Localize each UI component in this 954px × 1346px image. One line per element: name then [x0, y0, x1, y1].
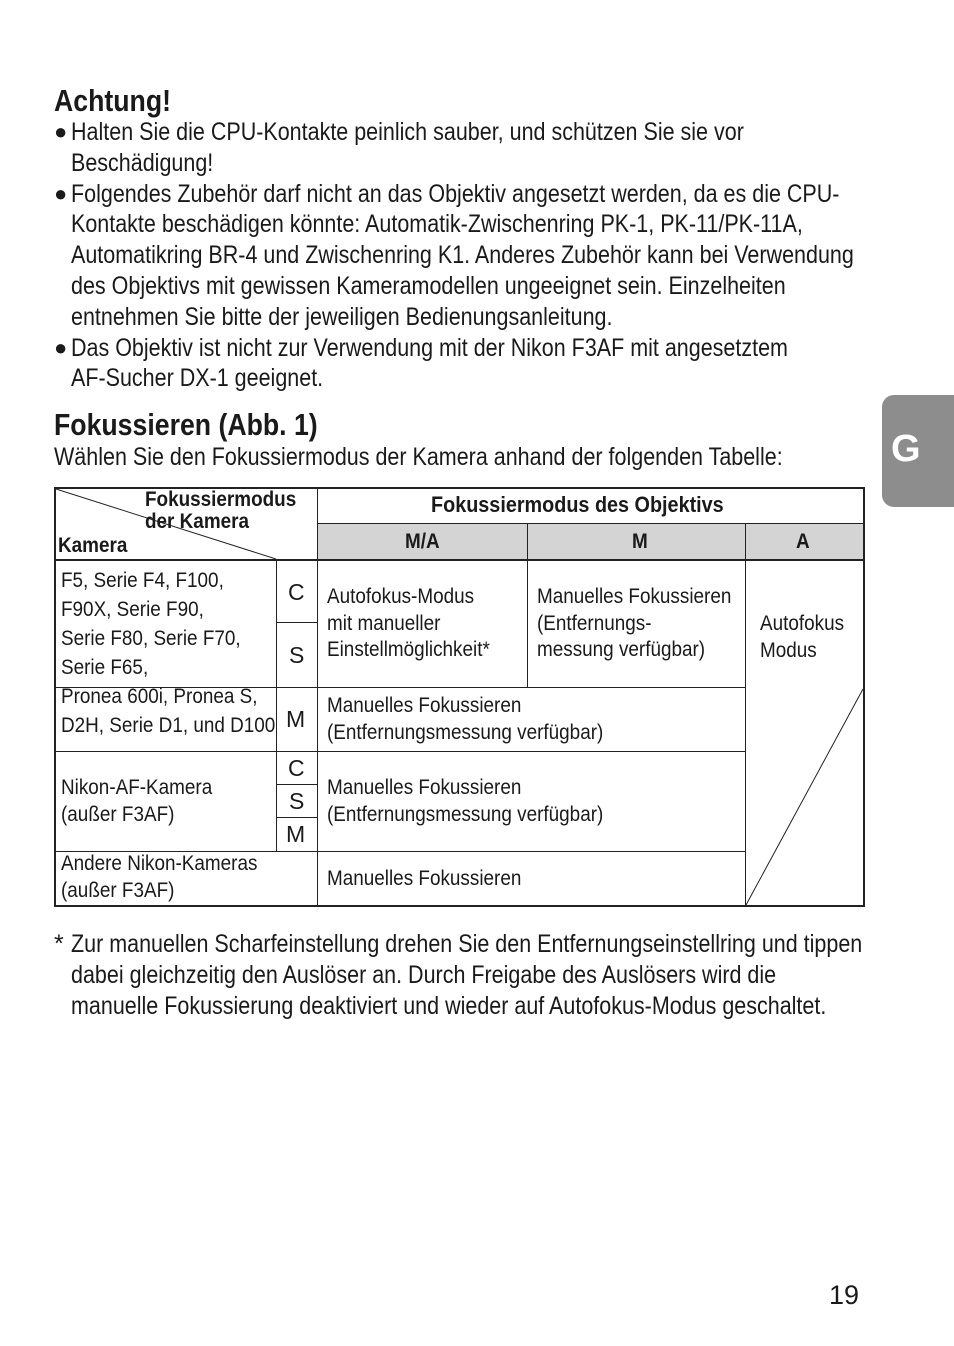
mode-s: S [289, 642, 305, 668]
group3-camera-list: Andere Nikon-Kameras (außer F3AF) [61, 852, 258, 902]
col-header-m: M [632, 530, 648, 553]
bullet-item: ● Halten Sie die CPU-Kontakte peinlich sauber, und schützen Sie sie vor Beschädigung! [54, 118, 744, 177]
col-header-a: A [796, 530, 810, 553]
cell-group3-manual: Manuelles Fokussieren [327, 867, 522, 890]
cell-m-manual: Manuelles Fokussieren (Entfernungsmessung verfügbar) [327, 694, 604, 744]
corner-header-top: Fokussiermodus der Kamera [145, 488, 297, 533]
cell-cs-a: Autofokus Modus [760, 612, 845, 662]
mode-c: C [288, 755, 305, 781]
group2-camera-list: Nikon-AF-Kamera (außer F3AF) [61, 776, 213, 826]
footnote-marker: * [54, 930, 64, 958]
corner-header-camera: Kamera [58, 534, 128, 557]
bullet-icon: ● [54, 334, 68, 360]
achtung-heading: Achtung! [54, 83, 171, 118]
mode-m: M [286, 821, 306, 847]
focus-heading: Fokussieren (Abb. 1) [54, 407, 318, 442]
page-number: 19 [829, 1280, 860, 1310]
bullet-item: ● Folgendes Zubehör darf nicht an das Objektiv angesetzt werden, da es die CPU- Kontakte beschädigen könnte: Automatik-Zwischenring PK-1, PK-11/PK-11A, Automatikring BR-4 und Zwischenring K1. Anderes Zubehör kann bei Verwendung des Objektivs mit gewissen Kameramodellen ungeeignet sein. Einzelheiten entnehmen Sie bitte der jeweiligen Bedienungsanleitung. [54, 179, 854, 331]
cell-group2-manual: Manuelles Fokussieren (Entfernungsmessung verfügbar) [327, 776, 604, 826]
mode-s: S [289, 788, 305, 814]
mode-m: M [286, 706, 306, 732]
footnote: * Zur manuellen Scharfeinstellung drehen Sie den Entfernungseinstellring und tippen dabei gleichzeitig den Auslöser an. Durch Freigabe des Auslösers wird die manuelle Fokussierung deaktiviert und wieder auf Autofokus-Modus geschaltet. [54, 930, 863, 1020]
bullet-icon: ● [54, 180, 68, 206]
col-header-ma: M/A [405, 530, 440, 553]
bullet-icon: ● [54, 119, 68, 144]
mode-c: C [288, 579, 305, 605]
language-tab-label: G [891, 428, 921, 470]
focus-intro: Wählen Sie den Fokussiermodus der Kamera anhand der folgenden Tabelle: [54, 443, 783, 471]
group1-camera-list: F5, Serie F4, F100, F90X, Serie F90, Serie F80, Serie F70, Serie F65, Pronea 600i, Pronea S, D2H, Serie D1, und D100 [61, 569, 276, 737]
lens-mode-header: Fokussiermodus des Objektivs [431, 492, 724, 517]
cell-cs-m: Manuelles Fokussieren (Entfernungs- messung verfügbar) [537, 585, 732, 661]
cell-cs-ma: Autofokus-Modus mit manueller Einstellmöglichkeit* [327, 585, 490, 661]
bullet-item: ● Das Objektiv ist nicht zur Verwendung mit der Nikon F3AF mit angesetztem AF-Sucher DX-1 geeignet. [54, 333, 788, 393]
